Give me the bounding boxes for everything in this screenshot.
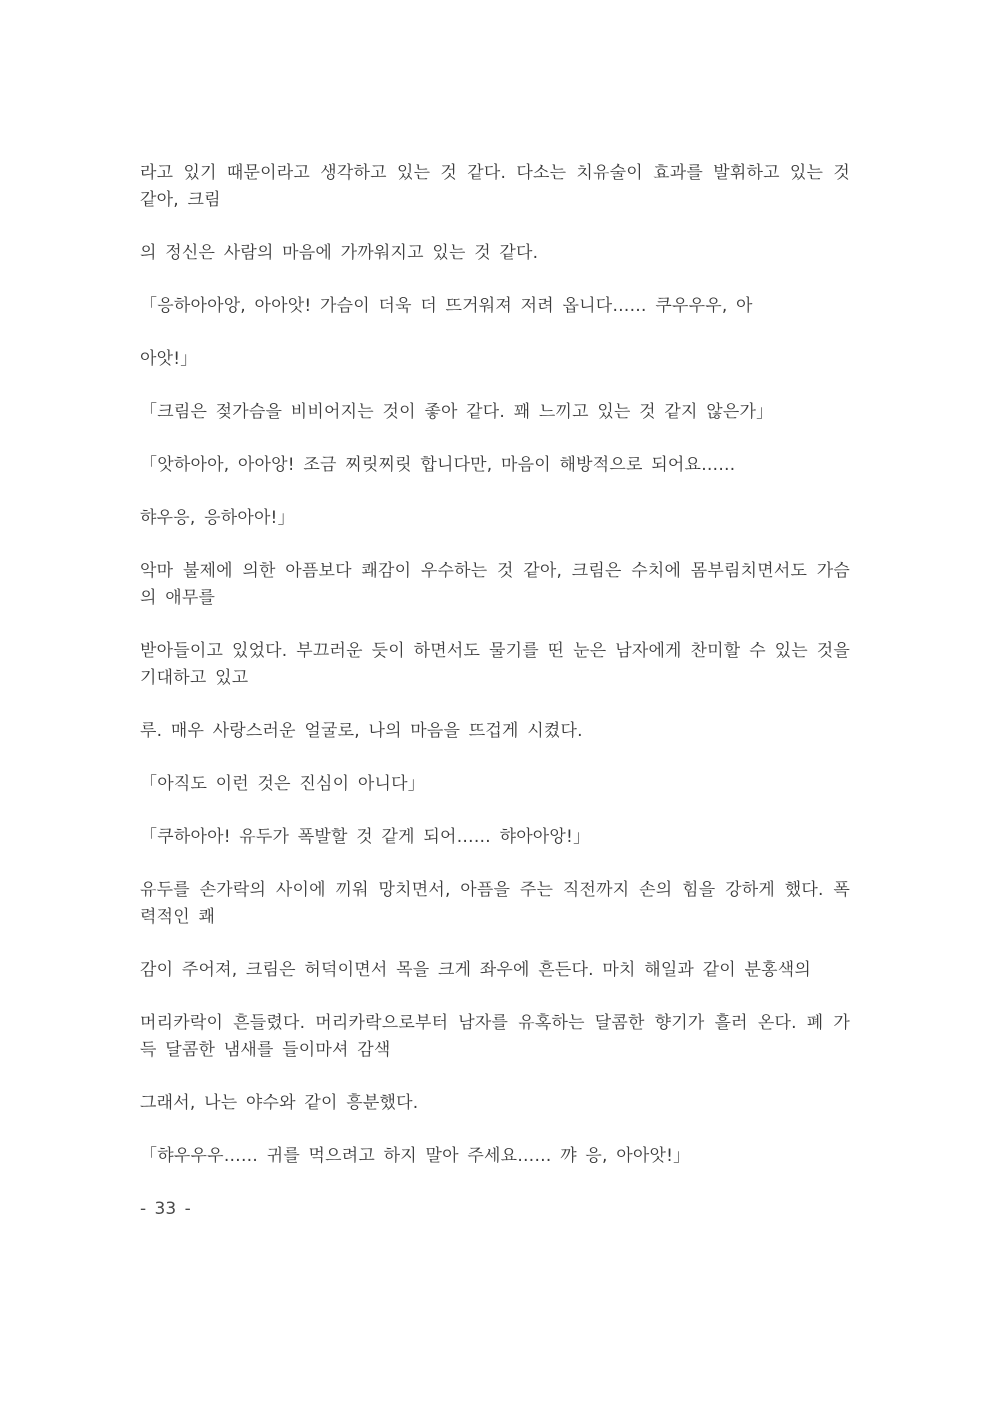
dialogue-paragraph: 햐우응, 응하아아!」 <box>140 508 295 528</box>
dialogue-paragraph: 「응하아아앙, 아아앗! 가슴이 더욱 더 뜨거워져 저려 옵니다…… 쿠우우우, 아 <box>140 296 753 316</box>
paragraph: 루. 매우 사랑스러운 얼굴로, 나의 마음을 뜨겁게 시켰다. <box>140 721 583 741</box>
paragraph: 의 정신은 사람의 마음에 가까워지고 있는 것 같다. <box>140 243 539 263</box>
paragraph: 악마 불제에 의한 아픔보다 쾌감이 우수하는 것 같아, 크림은 수치에 몸부림치면서도 가슴의 애무를 <box>140 561 850 608</box>
paragraph: 라고 있기 때문이라고 생각하고 있는 것 같다. 다소는 치유술이 효과를 발휘하고 있는 것 같아, 크림 <box>140 163 850 210</box>
dialogue-paragraph: 「크림은 젖가슴을 비비어지는 것이 좋아 같다. 꽤 느끼고 있는 것 같지 않은가」 <box>140 402 774 422</box>
dialogue-paragraph: 아앗!」 <box>140 349 198 369</box>
dialogue-paragraph: 「앗하아아, 아아앙! 조금 찌릿찌릿 합니다만, 마음이 해방적으로 되어요…… <box>140 455 736 475</box>
dialogue-paragraph: 「아직도 이런 것은 진심이 아니다」 <box>140 774 425 794</box>
page-content <box>140 160 850 1223</box>
paragraph: 그래서, 나는 야수와 같이 흥분했다. <box>140 1093 419 1113</box>
paragraph: 유두를 손가락의 사이에 끼워 망치면서, 아픔을 주는 직전까지 손의 힘을 강하게 했다. 폭력적인 쾌 <box>140 880 850 927</box>
dialogue-paragraph: 「햐우우우…… 귀를 먹으려고 하지 말아 주세요…… 꺄 응, 아아앗!」 <box>140 1146 691 1166</box>
paragraph: 감이 주어져, 크림은 허덕이면서 목을 크게 좌우에 흔든다. 마치 해일과 같이 분홍색의 <box>140 960 811 980</box>
page-number: - 33 - <box>140 1199 191 1219</box>
dialogue-paragraph: 「쿠하아아! 유두가 폭발할 것 같게 되어…… 햐아아앙!」 <box>140 827 591 847</box>
paragraph: 받아들이고 있었다. 부끄러운 듯이 하면서도 물기를 띤 눈은 남자에게 찬미할 수 있는 것을 기대하고 있고 <box>140 641 850 688</box>
paragraph: 머리카락이 흔들렸다. 머리카락으로부터 남자를 유혹하는 달콤한 향기가 흘러 온다. 폐 가득 달콤한 냄새를 들이마셔 감색 <box>140 1013 850 1060</box>
